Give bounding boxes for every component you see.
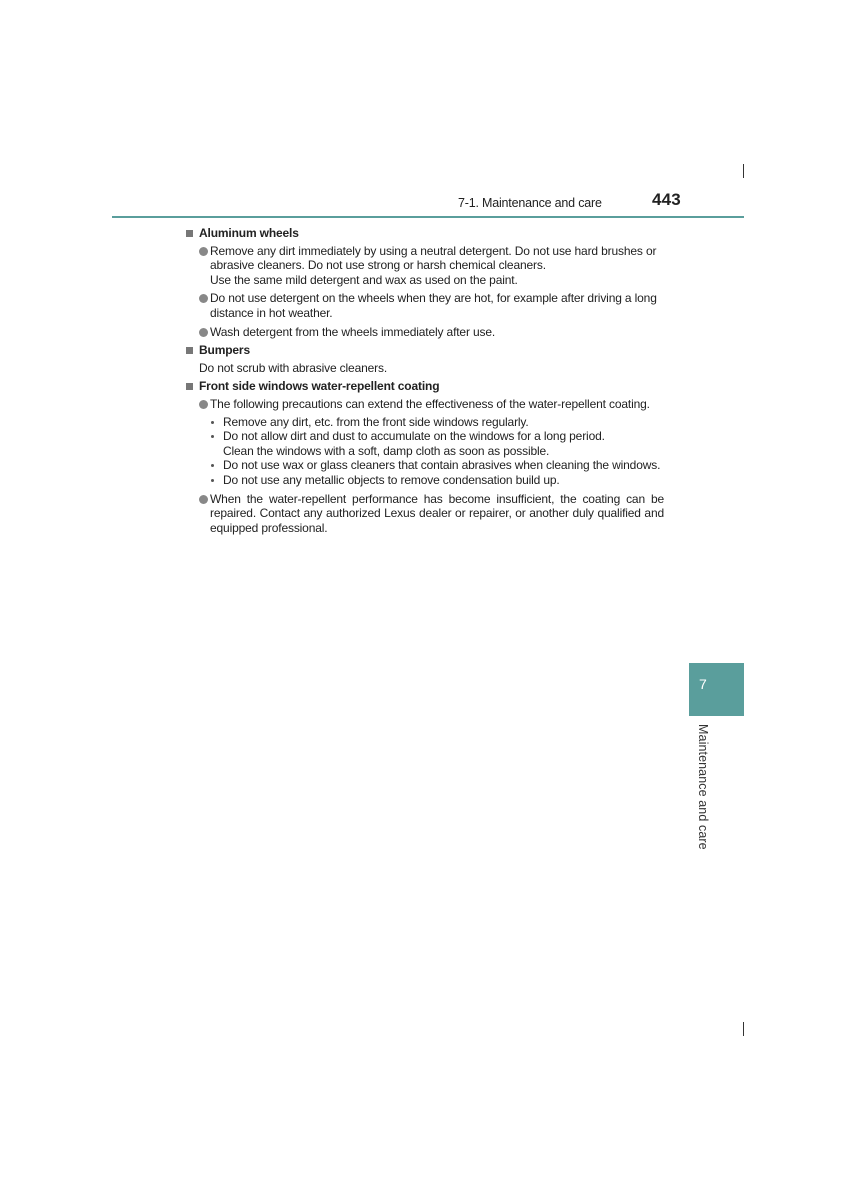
square-bullet-icon (186, 230, 193, 237)
page-number: 443 (652, 190, 681, 209)
text-line: Do not allow dirt and dust to accumulate on the windows for a long period. (223, 429, 605, 444)
section-heading-bumpers (186, 343, 664, 358)
small-bullet-icon (211, 435, 214, 438)
small-bullet-icon (211, 464, 214, 467)
sub-list-item (186, 458, 664, 473)
sub-list-item (186, 415, 664, 430)
sub-list-item (186, 473, 664, 488)
text-line: Do not use wax or glass cleaners that contain abrasives when cleaning the windows. (223, 458, 661, 473)
text-line: Remove any dirt, etc. from the front side windows regularly. (223, 414, 529, 429)
list-item (186, 325, 664, 340)
sub-list-item (186, 429, 664, 458)
text-paragraph: When the water-repellent performance has become insufficient, the coating can be repaired. Contact any authorized Lexus dealer or repairer, or another duly qualified and equipped professional. (210, 491, 664, 535)
round-bullet-icon (199, 328, 208, 337)
text-line: distance in hot weather. (210, 305, 333, 320)
heading-label: Front side windows water-repellent coating (199, 379, 440, 394)
text-line: Wash detergent from the wheels immediately after use. (210, 324, 496, 339)
section-title: 7-1. Maintenance and care (458, 196, 602, 210)
crop-mark-top (743, 164, 744, 178)
section-heading-aluminum-wheels (186, 226, 664, 241)
list-item (186, 291, 664, 320)
round-bullet-icon (199, 495, 208, 504)
chapter-label: Maintenance and care (696, 724, 710, 850)
header-rule (112, 216, 744, 218)
list-item (186, 244, 664, 288)
chapter-number: 7 (699, 676, 707, 692)
round-bullet-icon (199, 247, 208, 256)
square-bullet-icon (186, 347, 193, 354)
page-content (186, 226, 664, 535)
chapter-tab (689, 663, 744, 716)
text-line: The following precautions can extend the effectiveness of the water-repellent coating. (210, 396, 650, 411)
square-bullet-icon (186, 383, 193, 390)
text-line: abrasive cleaners. Do not use strong or harsh chemical cleaners. (210, 258, 546, 273)
small-bullet-icon (211, 421, 214, 424)
list-item (186, 397, 664, 412)
text-line: Do not use detergent on the wheels when they are hot, for example after driving a long (210, 291, 657, 306)
small-bullet-icon (211, 479, 214, 482)
round-bullet-icon (199, 294, 208, 303)
text-line: Clean the windows with a soft, damp cloth as soon as possible. (223, 443, 550, 458)
list-item (186, 492, 664, 536)
round-bullet-icon (199, 400, 208, 409)
crop-mark-bottom (743, 1022, 744, 1036)
heading-label: Bumpers (199, 343, 250, 358)
text-line: Remove any dirt immediately by using a neutral detergent. Do not use hard brushes or (210, 243, 657, 258)
text-line: Do not use any metallic objects to remove condensation build up. (223, 472, 560, 487)
section-heading-water-repellent-coating (186, 379, 664, 394)
section-text: Do not scrub with abrasive cleaners. (199, 360, 388, 375)
text-line: Use the same mild detergent and wax as used on the paint. (210, 272, 518, 287)
heading-label: Aluminum wheels (199, 226, 299, 240)
